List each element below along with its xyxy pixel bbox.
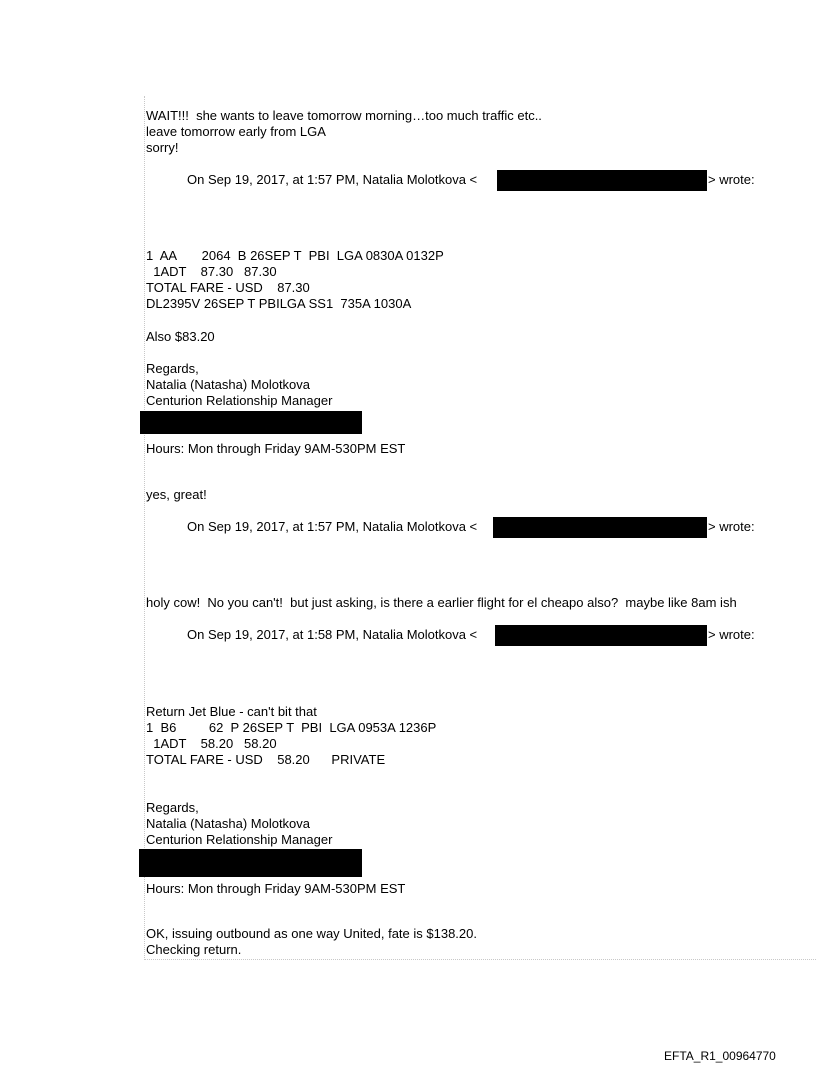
redaction-bar	[495, 625, 707, 646]
redaction-bar	[140, 411, 362, 434]
itinerary-line: 1ADT 58.20 58.20	[146, 736, 277, 751]
redaction-bar	[139, 849, 362, 877]
itinerary-line: 1ADT 87.30 87.30	[146, 264, 277, 279]
signature-regards: Regards,	[146, 800, 199, 815]
quote-header-prefix: On Sep 19, 2017, at 1:57 PM, Natalia Molotkova <	[187, 519, 478, 534]
itinerary-line: TOTAL FARE - USD 87.30	[146, 280, 310, 295]
itinerary-line: TOTAL FARE - USD 58.20 PRIVATE	[146, 752, 386, 767]
signature-title: Centurion Relationship Manager	[146, 832, 333, 847]
message-text: WAIT!!! she wants to leave tomorrow morning…too much traffic etc..	[146, 108, 542, 123]
message-text: leave tomorrow early from LGA	[146, 124, 326, 139]
redaction-bar	[493, 517, 707, 538]
signature-hours: Hours: Mon through Friday 9AM-530PM EST	[146, 441, 406, 456]
message-text: Also $83.20	[146, 329, 215, 344]
quote-header-suffix: > wrote:	[708, 519, 755, 534]
message-text: Checking return.	[146, 942, 242, 957]
signature-title: Centurion Relationship Manager	[146, 393, 333, 408]
itinerary-line: 1 B6 62 P 26SEP T PBI LGA 0953A 1236P	[146, 720, 437, 735]
signature-name: Natalia (Natasha) Molotkova	[146, 816, 311, 831]
message-text: yes, great!	[146, 487, 207, 502]
quote-header-prefix: On Sep 19, 2017, at 1:57 PM, Natalia Molotkova <	[187, 172, 478, 187]
document-id: EFTA_R1_00964770	[664, 1049, 776, 1063]
message-text: OK, issuing outbound as one way United, fate is $138.20.	[146, 926, 477, 941]
signature-hours: Hours: Mon through Friday 9AM-530PM EST	[146, 881, 406, 896]
signature-regards: Regards,	[146, 361, 199, 376]
quote-header-prefix: On Sep 19, 2017, at 1:58 PM, Natalia Molotkova <	[187, 627, 478, 642]
quote-header-suffix: > wrote:	[708, 172, 755, 187]
message-text: sorry!	[146, 140, 179, 155]
itinerary-line: Return Jet Blue - can't bit that	[146, 704, 317, 719]
quote-header-suffix: > wrote:	[708, 627, 755, 642]
redaction-bar	[497, 170, 707, 191]
itinerary-line: DL2395V 26SEP T PBILGA SS1 735A 1030A	[146, 296, 412, 311]
itinerary-line: 1 AA 2064 B 26SEP T PBI LGA 0830A 0132P	[146, 248, 444, 263]
signature-name: Natalia (Natasha) Molotkova	[146, 377, 311, 392]
message-text: holy cow! No you can't! but just asking, is there a earlier flight for el cheapo also? maybe like 8am ish	[146, 595, 737, 610]
